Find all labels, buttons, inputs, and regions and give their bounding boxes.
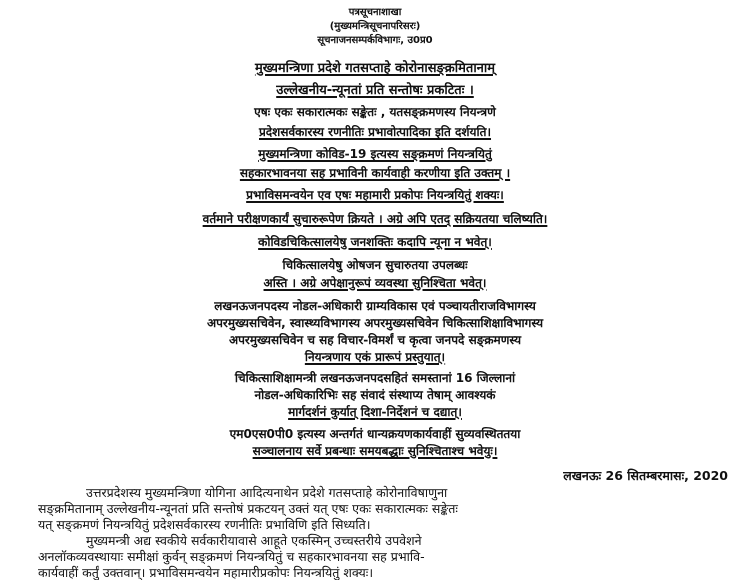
headline-8-line-2: अपरमुख्यसचिवेन, स्वास्थ्यविभागस्य अपरमुख्यसचिवेन चिकित्साशिक्षाविभागस्य bbox=[206, 316, 544, 330]
headline-7-line-1: चिकित्सालयेषु ओषजन सुचारुतया उपलब्धः bbox=[282, 258, 468, 272]
headline-1-line-1: मुख्यमन्त्रिणा प्रदेशे गतसप्ताहे कोरोनासङ्क्रमितानाम् bbox=[254, 61, 496, 76]
dateline: लखनऊः 26 सितम्बरमासः, 2020 bbox=[563, 468, 728, 483]
header-dept: सूचनाजनसम्पर्कविभागः, उ0प्र0 bbox=[317, 35, 433, 46]
paragraph-2-line-1: मुख्यमन्त्री अद्य स्वकीये सर्वकारीयावासे आहूते एकस्मिन् उच्चस्तरीये उपवेशने bbox=[86, 533, 422, 548]
paragraph-1-line-3: यत् सङ्क्रमणं नियन्त्रयितुं प्रदेशसर्वकारस्य रणनीतिः प्रभाविणि इति सिध्यति। bbox=[38, 517, 371, 532]
headline-1-line-2: उल्लेखनीय-न्यूनतां प्रति सन्तोषः प्रकटितः । bbox=[276, 83, 474, 98]
headline-4: प्रभाविसमन्वयेन एव एषः महामारी प्रकोपः नियन्त्रयितुं शक्यः। bbox=[246, 188, 504, 202]
paragraph-2-line-3: कार्यवाहीं कर्तुं उक्तवान्। प्रभाविसमन्वयेन महामारीप्रकोपः नियन्त्रयितुं शक्यः। bbox=[38, 565, 374, 580]
headline-8-line-3: अपरमुख्यसचिवेन च सह विचार-विमर्शं च कृत्वा जनपदे सङ्क्रमणस्य bbox=[228, 333, 522, 347]
header-sub: (मुख्यमन्त्रिसूचनापरिसरः) bbox=[329, 21, 421, 32]
headline-10-line-1: एम0एस0पी0 इत्यस्य अन्तर्गतं धान्यक्रयणकार्यवाहीं सुव्यवस्थिततया bbox=[229, 427, 521, 441]
headline-3-line-2: सहकारभावनया सह प्रभाविनी कार्यवाही करणीया इति उक्तम् । bbox=[239, 166, 511, 180]
headline-8-line-1: लखनऊजनपदस्य नोडल-अधिकारी ग्राम्यविकास एवं पञ्चायतीराजविभागस्य bbox=[214, 299, 536, 313]
headline-7-line-2: अस्ति । अग्रे अपेक्षानुरूपं व्यवस्था सुनिश्चिता भवेत्। bbox=[263, 276, 487, 290]
paragraph-1-line-1: उत्तरप्रदेशस्य मुख्यमन्त्रिणा योगिना आदित्यनाथेन प्रदेशे गतसप्ताहे कोरोनाविषाणुना bbox=[86, 485, 448, 500]
headline-8-line-4: नियन्त्रणाय एकं प्रारूपं प्रस्तुयात्। bbox=[304, 350, 446, 364]
paragraph-2-line-2: अनलॉकव्यवस्थायाः समीक्षां कुर्वन् सङ्क्रमणं नियन्त्रयितुं च सहकारभावनया सह प्रभावि- bbox=[38, 549, 425, 564]
headline-2-line-2: प्रदेशसर्वकारस्य रणनीतिः प्रभावोत्पादिका इति दर्शयति। bbox=[258, 125, 492, 139]
headline-2-line-1: एषः एकः सकारात्मकः सङ्केतः , यतसङ्क्रमणस्य नियन्त्रणे bbox=[254, 105, 496, 119]
headline-9-line-3: मार्गदर्शनं कुर्यात् दिशा-निर्देशनं च दद्यात्। bbox=[288, 405, 462, 419]
header-office: पत्रसूचनाशाखा bbox=[348, 7, 402, 18]
headline-9-line-1: चिकित्साशिक्षामन्त्री लखनऊजनपदसहितं समस्तानां 16 जिल्लानां bbox=[234, 371, 516, 385]
headline-6: कोविडचिकित्सालयेषु जनशक्तिः कदापि न्यूना न भवेत्। bbox=[258, 235, 492, 249]
headline-9-line-2: नोडल-अधिकारिभिः सह संवादं संस्थाप्य तेषाम् आवश्यकं bbox=[254, 388, 496, 402]
headline-3-line-1: मुख्यमन्त्रिणा कोविड-19 इत्यस्य सङ्क्रमणं नियन्त्रयितुं bbox=[258, 147, 492, 161]
headline-5: वर्तमाने परीक्षणकार्यं सुचारुरूपेण क्रियते । अग्रे अपि एतद् सक्रियतया चलिष्यति। bbox=[202, 212, 548, 226]
headline-10-line-2: सञ्चालनाय सर्वे प्रबन्धाः समयबद्धाः सुनिश्चिताश्च भवेयुः। bbox=[252, 444, 498, 458]
paragraph-1-line-2: सङ्क्रमितानाम् उल्लेखनीय-न्यूनतां प्रति सन्तोषं प्रकटयन् उक्तं यत् एषः एकः सकारात्मकः सङ्केतः bbox=[38, 501, 458, 516]
